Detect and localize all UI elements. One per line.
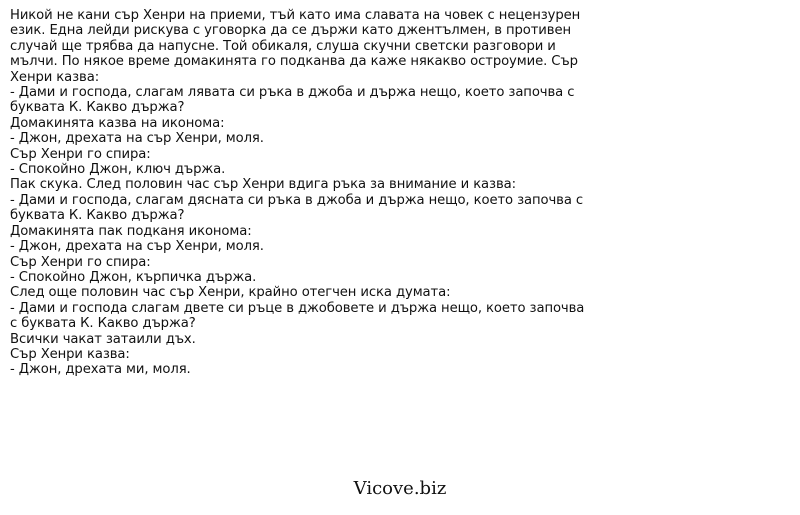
joke-paragraph: - Джон, дрехата на сър Хенри, моля. [10, 131, 264, 147]
joke-paragraph: Домакинята казва на иконома: [10, 115, 225, 131]
joke-paragraph: - Джон, дрехата на сър Хенри, моля. [10, 239, 264, 255]
site-footer-brand: Vicove.biz [353, 478, 447, 499]
joke-paragraph: - Дами и господа, слагам лявата си ръка в джоба и държа нещо, което започва с буквата К. Какво държа? [10, 85, 575, 116]
joke-paragraph: Пак скука. След половин час сър Хенри вдига ръка за внимание и казва: [10, 177, 516, 193]
joke-paragraph: - Джон, дрехата ми, моля. [10, 362, 191, 378]
joke-paragraph: - Спокойно Джон, кърпичка държа. [10, 269, 257, 285]
joke-paragraph: - Дами и господа слагам двете си ръце в джобовете и държа нещо, което започва с буквата К. Какво държа? [10, 300, 585, 332]
joke-paragraph: Сър Хенри казва: [10, 346, 130, 362]
joke-paragraph: Домакинята пак подканя иконома: [10, 223, 252, 239]
joke-paragraph: Сър Хенри го спира: [10, 254, 151, 270]
joke-text [10, 8, 595, 378]
joke-paragraph: - Дами и господа, слагам дясната си ръка в джоба и държа нещо, което започва с буквата К. Какво държа? [10, 192, 584, 224]
joke-paragraph: Сър Хенри го спира: [10, 146, 151, 162]
joke-paragraph: Всички чакат затаили дъх. [10, 331, 196, 347]
joke-paragraph: Никой не кани сър Хенри на приеми, тъй като има славата на човек с нецензурен език. Една лейди рискува с уговорка да се държи като джентълмен, в противен случай ще трябва да напусне. Той обикаля, слуша скучни светски разговори и мълчи. По някое време домакинята го подканва да каже някакво остроумие. Сър Хенри казва: [10, 8, 581, 85]
joke-paragraph: - Спокойно Джон, ключ държа. [10, 162, 226, 178]
joke-paragraph: След още половин час сър Хенри, крайно отегчен иска думата: [10, 285, 451, 301]
